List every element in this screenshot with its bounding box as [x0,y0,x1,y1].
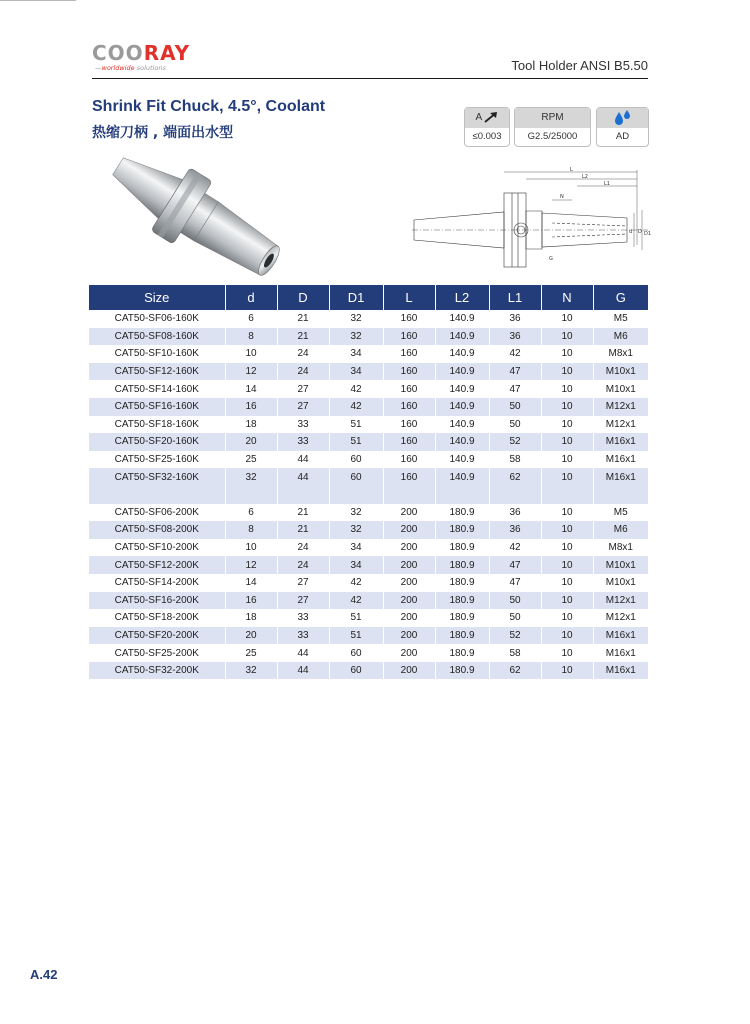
cell-D: 24 [277,539,329,557]
cell-L2: 180.9 [435,574,489,592]
logo-tagline: —worldwide solutions [95,64,166,72]
cell-L: 160 [383,363,435,381]
cell-L1: 42 [489,345,541,363]
cell-d: 32 [225,468,277,486]
cell-L2: 140.9 [435,310,489,328]
spec-accuracy-value: ≤0.003 [472,131,502,142]
cell-G: M16x1 [605,454,636,466]
cell-L1: 36 [489,310,541,328]
cell-L: 200 [383,609,435,627]
cell-D: 27 [277,574,329,592]
spacer-cell [329,486,383,504]
cell-size: CAT50-SF14-160K [89,380,225,398]
col-header-D: D [277,285,329,310]
cell-L2: 140.9 [435,468,489,486]
cell-D: 44 [277,644,329,662]
table-row [89,345,648,363]
cell-L1: 50 [489,609,541,627]
cell-D: 33 [277,627,329,645]
table-row [89,592,648,610]
cell-L1: 36 [489,521,541,539]
cell-D: 27 [277,592,329,610]
spacer-cell [225,486,277,504]
cell-D1: 42 [329,398,383,416]
cell-G: M10x1 [605,383,636,395]
cell-G: M16x1 [593,627,648,645]
cell-D: 33 [277,433,329,451]
drawing-label-D: D [638,229,642,235]
cell-N: 10 [541,380,593,398]
arrow-up-right-icon [484,111,498,123]
cell-N: 10 [541,574,593,592]
cell-G: M10x1 [605,577,636,589]
spec-coolant-value: AD [615,131,630,142]
cell-d: 6 [225,504,277,522]
table-row [89,644,648,662]
cell-L: 200 [383,504,435,522]
spec-coolant [596,107,649,147]
cell-D: 21 [277,328,329,346]
table-row [89,328,648,346]
drawing-label-N: N [560,194,564,200]
spacer-cell [277,486,329,504]
table-row [89,451,648,469]
cell-D1: 32 [329,328,383,346]
cell-size: CAT50-SF12-160K [89,363,225,381]
cell-N: 10 [541,310,593,328]
cell-G: M12x1 [605,418,636,430]
cell-D1: 51 [329,416,383,434]
cell-D: 44 [277,662,329,680]
cell-size: CAT50-SF25-200K [89,644,225,662]
cell-G: M8x1 [608,542,633,554]
cell-L: 160 [383,451,435,469]
col-header-D1: D1 [329,285,383,310]
cell-size: CAT50-SF32-160K [89,468,225,486]
cell-D: 24 [277,345,329,363]
cell-N: 10 [541,662,593,680]
cell-D1: 51 [329,627,383,645]
cell-G: M8x1 [608,348,633,360]
cell-D: 33 [277,609,329,627]
spacer-cell [383,486,435,504]
cell-d: 6 [225,310,277,328]
cell-size: CAT50-SF12-200K [89,556,225,574]
cell-size: CAT50-SF20-200K [89,627,225,645]
cell-G: M5 [613,313,628,325]
logo-wordmark: COORAY [92,41,191,65]
cell-L: 160 [383,345,435,363]
cell-d: 14 [225,380,277,398]
cell-D: 44 [277,451,329,469]
cell-N: 10 [541,416,593,434]
col-header-N: N [541,285,593,310]
cell-L: 160 [383,416,435,434]
technical-drawing [412,165,650,280]
cell-D: 24 [277,556,329,574]
product-title-chinese: 热缩刀柄 , 端面出水型 [92,125,234,141]
drawing-label-G: G [549,256,553,262]
cell-d: 10 [225,345,277,363]
table-body [89,310,648,679]
cell-L: 200 [383,521,435,539]
cell-L: 200 [383,644,435,662]
col-header-L1: L1 [489,285,541,310]
cell-size: CAT50-SF08-200K [89,521,225,539]
spec-table [89,285,648,679]
cell-L2: 180.9 [435,539,489,557]
cell-size: CAT50-SF25-160K [89,451,225,469]
cell-G: M16x1 [593,433,648,451]
product-title: Shrink Fit Chuck, 4.5°, Coolant [92,98,326,115]
cell-L1: 42 [489,539,541,557]
cell-size: CAT50-SF08-160K [89,328,225,346]
table-row [89,627,648,645]
cell-L1: 52 [489,433,541,451]
table-row [89,556,648,574]
cell-L1: 52 [489,627,541,645]
cell-L2: 140.9 [435,451,489,469]
header-divider [92,78,648,79]
cell-L: 200 [383,627,435,645]
cell-L1: 36 [489,328,541,346]
cell-L2: 140.9 [435,345,489,363]
drawing-label-d: d [629,229,633,235]
cell-L2: 140.9 [435,433,489,451]
cell-D: 21 [277,521,329,539]
spec-accuracy-label: A [475,112,482,123]
cell-G: M16x1 [593,468,648,486]
cell-d: 10 [225,539,277,557]
cell-G: M16x1 [593,662,648,680]
cell-G: M10x1 [593,556,648,574]
drawing-label-D1: D1 [644,231,652,237]
page-number: A.42 [30,967,58,982]
cell-N: 10 [541,627,593,645]
cell-L2: 180.9 [435,521,489,539]
cell-L1: 58 [489,451,541,469]
cell-size: CAT50-SF32-200K [89,662,225,680]
spacer-cell [89,486,225,504]
cell-D1: 34 [329,345,383,363]
cell-D1: 60 [329,451,383,469]
cell-D1: 42 [329,574,383,592]
cell-d: 8 [225,328,277,346]
table-row [89,380,648,398]
spec-rpm [514,107,591,147]
spec-coolant-header [597,108,648,128]
cell-D: 27 [277,398,329,416]
cell-G: M16x1 [605,647,636,659]
table-row [89,433,648,451]
cell-N: 10 [541,556,593,574]
table-row [89,539,648,557]
cell-size: CAT50-SF14-200K [89,574,225,592]
cell-G: M5 [613,506,628,518]
spec-accuracy [464,107,510,147]
cell-D1: 60 [329,468,383,486]
cell-d: 8 [225,521,277,539]
cell-L: 200 [383,556,435,574]
spacer-cell [541,486,593,504]
cell-L: 200 [383,539,435,557]
spec-rpm-value: G2.5/25000 [527,131,578,142]
cell-N: 10 [541,644,593,662]
cell-d: 20 [225,627,277,645]
cell-L1: 50 [489,592,541,610]
cell-N: 10 [541,539,593,557]
cell-D: 21 [277,504,329,522]
cell-D1: 32 [329,504,383,522]
cell-D1: 60 [329,662,383,680]
spacer-cell [435,486,489,504]
table-header-row [89,285,648,310]
cell-L2: 180.9 [435,662,489,680]
cell-D1: 32 [329,310,383,328]
cell-D1: 34 [329,539,383,557]
cell-L2: 180.9 [435,556,489,574]
cell-D: 24 [277,363,329,381]
drawing-label-L: L [570,167,573,173]
table-row [89,310,648,328]
cell-L: 200 [383,592,435,610]
cell-D1: 42 [329,592,383,610]
cell-L1: 62 [489,662,541,680]
cell-D: 44 [277,468,329,486]
cell-G: M6 [593,521,648,539]
cell-L2: 140.9 [435,380,489,398]
cell-d: 16 [225,398,277,416]
cell-L: 160 [383,310,435,328]
cell-L: 160 [383,433,435,451]
table-row [89,416,648,434]
cell-L2: 180.9 [435,644,489,662]
table-row [89,363,648,381]
table-spacer-row [89,486,648,504]
cell-N: 10 [541,451,593,469]
cell-D1: 51 [329,609,383,627]
cell-d: 16 [225,592,277,610]
cell-L1: 47 [489,363,541,381]
cell-D1: 51 [329,433,383,451]
water-drops-icon [614,109,632,125]
page-header-title: Tool Holder ANSI B5.50 [511,58,648,73]
top-edge-line [0,0,76,1]
cell-size: CAT50-SF20-160K [89,433,225,451]
table-row [89,398,648,416]
cell-L: 160 [383,468,435,486]
drawing-label-L1: L1 [604,181,610,187]
cell-size: CAT50-SF18-160K [89,416,225,434]
cell-D: 33 [277,416,329,434]
cell-G: M10x1 [593,363,648,381]
cell-L2: 180.9 [435,504,489,522]
cell-L2: 140.9 [435,363,489,381]
cell-N: 10 [541,609,593,627]
cell-L2: 180.9 [435,609,489,627]
cell-L1: 47 [489,574,541,592]
cell-L2: 140.9 [435,398,489,416]
cell-L2: 140.9 [435,416,489,434]
table-row [89,504,648,522]
spec-accuracy-header [465,108,509,128]
cell-N: 10 [541,345,593,363]
spacer-cell [489,486,541,504]
cell-L2: 180.9 [435,627,489,645]
cell-N: 10 [541,521,593,539]
cell-size: CAT50-SF06-200K [89,504,225,522]
cell-N: 10 [541,398,593,416]
table-row [89,521,648,539]
table-row [89,662,648,680]
cell-D: 27 [277,380,329,398]
cell-N: 10 [541,433,593,451]
col-header-L2: L2 [435,285,489,310]
cell-d: 14 [225,574,277,592]
cell-L: 200 [383,662,435,680]
cell-G: M6 [593,328,648,346]
col-header-size: Size [89,285,225,310]
cell-L1: 58 [489,644,541,662]
cell-D1: 60 [329,644,383,662]
cell-L: 160 [383,380,435,398]
cell-G: M12x1 [593,398,648,416]
spec-rpm-header: RPM [515,108,590,128]
cell-N: 10 [541,504,593,522]
cell-D: 21 [277,310,329,328]
cell-D1: 34 [329,363,383,381]
cell-N: 10 [541,592,593,610]
cell-L2: 140.9 [435,328,489,346]
table-row [89,468,648,486]
cell-L: 160 [383,398,435,416]
cell-L1: 47 [489,380,541,398]
cell-d: 18 [225,609,277,627]
cell-D1: 42 [329,380,383,398]
cell-size: CAT50-SF06-160K [89,310,225,328]
brand-logo [92,43,207,73]
product-photo [96,150,296,285]
cell-L: 200 [383,574,435,592]
cell-L1: 50 [489,398,541,416]
cell-d: 32 [225,662,277,680]
col-header-d: d [225,285,277,310]
cell-size: CAT50-SF16-200K [89,592,225,610]
cell-L2: 180.9 [435,592,489,610]
table-row [89,609,648,627]
cell-N: 10 [541,328,593,346]
cell-d: 25 [225,451,277,469]
cell-d: 12 [225,556,277,574]
cell-L1: 62 [489,468,541,486]
cell-size: CAT50-SF18-200K [89,609,225,627]
cell-size: CAT50-SF10-160K [89,345,225,363]
table-row [89,574,648,592]
cell-d: 12 [225,363,277,381]
cell-G: M12x1 [593,592,648,610]
cell-N: 10 [541,363,593,381]
cell-D1: 34 [329,556,383,574]
cell-G: M12x1 [605,612,636,624]
cell-size: CAT50-SF16-160K [89,398,225,416]
cell-L1: 50 [489,416,541,434]
spacer-cell [593,486,648,504]
cell-d: 20 [225,433,277,451]
cell-D1: 32 [329,521,383,539]
col-header-L: L [383,285,435,310]
cell-L1: 36 [489,504,541,522]
cell-size: CAT50-SF10-200K [89,539,225,557]
cell-N: 10 [541,468,593,486]
cell-L1: 47 [489,556,541,574]
drawing-label-L2: L2 [582,174,588,180]
cell-d: 25 [225,644,277,662]
col-header-G: G [593,285,648,310]
cell-L: 160 [383,328,435,346]
cell-d: 18 [225,416,277,434]
